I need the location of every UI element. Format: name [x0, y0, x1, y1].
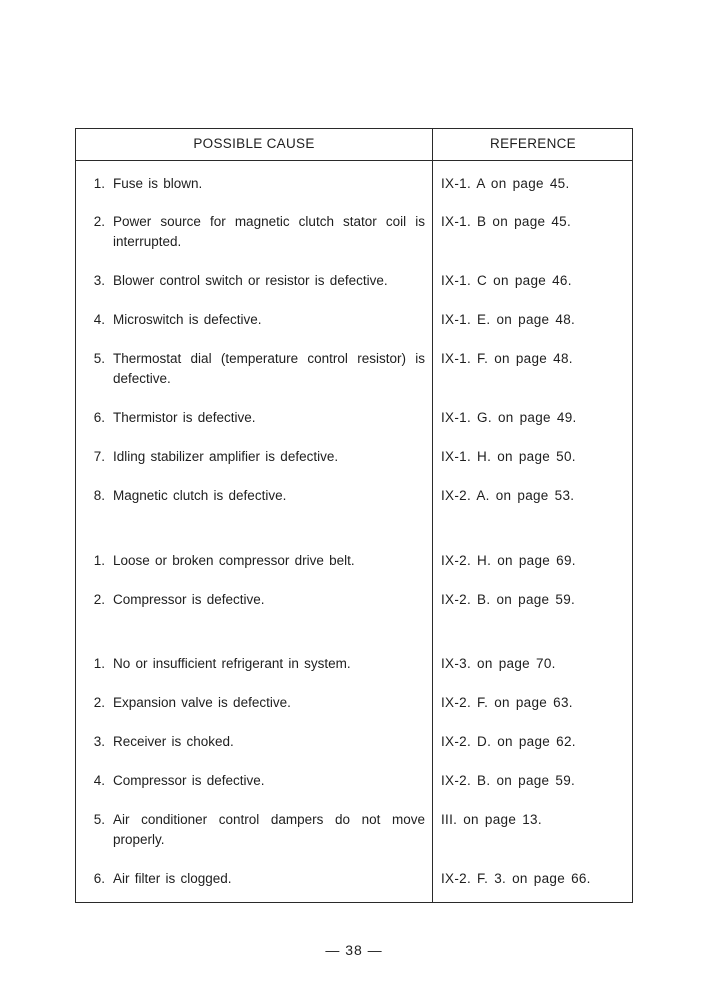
reference-text: IX-2. A. on page 53. — [441, 488, 575, 503]
cause-text: Air conditioner control dampers do not move properly. — [113, 812, 425, 847]
reference-text: IX-2. H. on page 69. — [441, 553, 576, 568]
cause-text: Idling stabilizer amplifier is defective. — [113, 449, 339, 464]
cause-text: Compressor is defective. — [113, 773, 265, 788]
row-number: 6. — [93, 410, 105, 425]
cause-text: Thermostat dial (temperature control resistor) is defective. — [113, 351, 425, 386]
cause-text: Power source for magnetic clutch stator coil is interrupted. — [113, 214, 425, 249]
reference-text: III. on page 13. — [441, 812, 542, 827]
cause-text: Microswitch is defective. — [113, 312, 262, 327]
row-number: 5. — [93, 351, 105, 366]
cause-text: Blower control switch or resistor is defective. — [113, 273, 388, 288]
reference-text: IX-1. C on page 46. — [441, 273, 572, 288]
reference-text: IX-1. E. on page 48. — [441, 312, 576, 327]
troubleshooting-table — [75, 128, 633, 903]
reference-text: IX-3. on page 70. — [441, 656, 556, 671]
reference-text: IX-2. F. on page 63. — [441, 695, 573, 710]
reference-header: REFERENCE — [490, 136, 576, 151]
reference-text: IX-1. A on page 45. — [441, 176, 570, 191]
row-number: 4. — [93, 773, 105, 788]
row-number: 2. — [93, 214, 105, 229]
cause-text: Loose or broken compressor drive belt. — [113, 553, 355, 568]
row-number: 1. — [93, 656, 105, 671]
row-number: 6. — [93, 871, 105, 886]
reference-text: IX-1. G. on page 49. — [441, 410, 577, 425]
reference-text: IX-2. D. on page 62. — [441, 734, 576, 749]
cause-text: Air filter is clogged. — [113, 871, 232, 886]
reference-text: IX-1. F. on page 48. — [441, 351, 573, 366]
column-divider — [432, 129, 433, 902]
header-divider — [76, 160, 632, 161]
row-number: 2. — [93, 592, 105, 607]
cause-text: Compressor is defective. — [113, 592, 265, 607]
row-number: 8. — [93, 488, 105, 503]
row-number: 1. — [93, 553, 105, 568]
cause-text: Magnetic clutch is defective. — [113, 488, 287, 503]
reference-text: IX-2. B. on page 59. — [441, 592, 576, 607]
page-number: — 38 — — [325, 942, 383, 958]
possible-cause-header: POSSIBLE CAUSE — [193, 136, 315, 151]
row-number: 3. — [93, 273, 105, 288]
cause-text: Expansion valve is defective. — [113, 695, 291, 710]
row-number: 3. — [93, 734, 105, 749]
cause-text: Fuse is blown. — [113, 176, 203, 191]
reference-text: IX-2. F. 3. on page 66. — [441, 871, 591, 886]
row-number: 1. — [93, 176, 105, 191]
row-number: 7. — [93, 449, 105, 464]
reference-text: IX-2. B. on page 59. — [441, 773, 576, 788]
cause-text: Receiver is choked. — [113, 734, 234, 749]
row-number: 4. — [93, 312, 105, 327]
cause-text: No or insufficient refrigerant in system. — [113, 656, 351, 671]
reference-text: IX-1. H. on page 50. — [441, 449, 576, 464]
row-number: 5. — [93, 812, 105, 827]
reference-text: IX-1. B on page 45. — [441, 214, 572, 229]
row-number: 2. — [93, 695, 105, 710]
cause-text: Thermistor is defective. — [113, 410, 256, 425]
